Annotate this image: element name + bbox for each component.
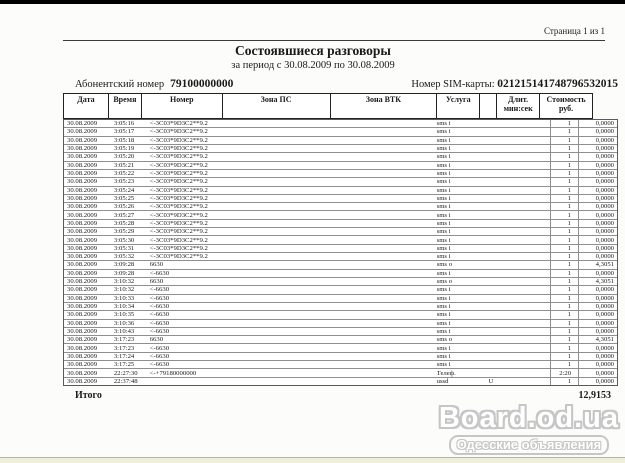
cell-duration: 1 [550,303,578,310]
table-row [64,228,617,236]
totals-row [63,390,611,401]
cell-time: 3:05:26 [113,203,135,211]
cell-cost: 0,0000 [578,245,617,252]
cell-time: 3:10:32 [113,286,135,294]
cell-number: <-6630 [149,269,170,277]
table-row [64,378,617,385]
cell-number: 6630 [149,278,164,286]
cell-date: 30.08.2009 [67,161,98,169]
cell-cost: 0,0000 [578,236,617,243]
table-row [64,162,617,170]
cell-number: <-3C03*9D3C2**9.2 [149,170,208,178]
cell-number: <-3C03*9D3C2**9.2 [149,253,208,261]
cell-service: sms i [436,211,451,219]
cell-service: sms i [436,203,451,211]
cell-flag [484,336,550,343]
cell-cost: 0,0000 [578,178,617,185]
cell-service: Телеф. [436,369,456,377]
cell-time: 3:05:21 [113,161,135,169]
cell-date: 30.08.2009 [67,178,98,186]
cell-service: sms i [436,327,451,335]
cell-number: <-3C03*9D3C2**9.2 [149,228,208,236]
cell-service: sms i [436,269,451,277]
cell-number: <-3C03*9D3C2**9.2 [149,219,208,227]
cell-flag [484,286,550,293]
cell-date: 30.08.2009 [67,336,98,344]
cell-service: sms i [436,161,451,169]
report-title: Состоявшиеся разговоры [235,43,391,58]
cell-date: 30.08.2009 [67,203,98,211]
cell-flag [484,270,550,277]
sim-number-line [411,78,618,90]
cell-date: 30.08.2009 [67,170,98,178]
cell-cost: 0,0000 [578,187,617,194]
watermark-tagline: Одесские объявления [449,435,609,455]
cell-flag [484,145,550,152]
cell-service: sms i [436,286,451,294]
cell-duration: 1 [550,128,578,135]
cell-duration: 1 [550,195,578,202]
cell-date: 30.08.2009 [67,303,98,311]
table-row [64,278,617,286]
cell-flag [484,353,550,360]
cell-cost: 0,0000 [578,369,617,376]
cell-flag [484,187,550,194]
cell-flag: U [488,377,494,385]
cell-time: 22:37:48 [113,377,138,385]
cell-duration: 1 [550,328,578,335]
cell-service: sms i [436,145,451,153]
cell-cost: 0,0000 [578,211,617,218]
cell-cost: 0,0000 [578,153,617,160]
cell-flag [484,128,550,135]
cell-duration: 1 [550,278,578,285]
table-row [64,286,617,294]
cell-cost: 0,0000 [578,137,617,144]
table-row [64,303,617,311]
cell-flag [484,253,550,260]
cell-flag [484,137,550,144]
table-row [64,153,617,161]
cell-duration: 1 [550,344,578,351]
cell-flag [484,328,550,335]
table-row [64,245,617,253]
cell-time: 3:10:33 [113,294,135,302]
cell-time: 3:05:17 [113,128,135,136]
cell-flag [484,295,550,302]
table-row [64,128,617,136]
cell-number: <-6630 [149,303,170,311]
cell-date: 30.08.2009 [67,228,98,236]
cell-date: 30.08.2009 [67,261,98,269]
cell-duration: 1 [550,353,578,360]
cell-duration: 1 [550,261,578,268]
cell-duration: 1 [550,270,578,277]
cell-cost: 0,0000 [578,320,617,327]
cell-time: 3:10:43 [113,327,135,335]
cell-flag [484,211,550,218]
cell-time: 3:10:34 [113,303,135,311]
cell-flag [484,120,550,127]
cell-flag [484,153,550,160]
cell-date: 30.08.2009 [67,219,98,227]
cell-service: sms i [436,170,451,178]
cell-number: <-6630 [149,286,170,294]
column-header-time: Время [109,94,142,118]
page-number: Страница 1 из 1 [544,26,605,36]
cell-date: 30.08.2009 [67,194,98,202]
cell-flag [484,278,550,285]
header-rule [63,40,605,41]
cell-duration: 1 [550,153,578,160]
cell-date: 30.08.2009 [67,145,98,153]
cell-date: 30.08.2009 [67,286,98,294]
cell-cost: 0,0000 [578,145,617,152]
table-row [64,236,617,244]
totals-value: 12,9153 [578,390,611,401]
cell-time: 3:10:36 [113,319,135,327]
cell-flag [484,361,550,368]
table-row [64,145,617,153]
cell-time: 3:17:24 [113,352,135,360]
cell-duration: 1 [550,311,578,318]
table-row [64,170,617,178]
cell-duration: 1 [550,145,578,152]
column-header-cost: Стоимость руб. [546,95,586,114]
cell-number: <-+79180000000 [149,369,197,377]
cell-date: 30.08.2009 [67,244,98,252]
cell-duration: 1 [550,228,578,235]
cell-time: 3:05:30 [113,236,135,244]
cell-cost: 0,0000 [578,286,617,293]
cell-number: <-3C03*9D3C2**9.2 [149,120,208,128]
cell-number: <-6630 [149,352,170,360]
table-row [64,295,617,303]
cell-duration: 1 [550,137,578,144]
cell-cost: 0,0000 [578,128,617,135]
column-header-flag [480,94,497,118]
cell-service: sms i [436,352,451,360]
cell-date: 30.08.2009 [67,361,98,369]
cell-cost: 0,0000 [578,311,617,318]
cell-duration: 1 [550,245,578,252]
cell-flag [484,162,550,169]
cell-service: sms i [436,194,451,202]
cell-time: 3:05:25 [113,194,135,202]
cell-duration: 1 [550,286,578,293]
cell-cost: 0,0000 [578,170,617,177]
cell-number: <-6630 [149,319,170,327]
cell-time: 3:05:22 [113,170,135,178]
table-row [64,344,617,352]
site-watermark [439,404,619,455]
cell-number: <-6630 [149,294,170,302]
table-row [64,253,617,261]
cell-duration: 1 [550,220,578,227]
table-row [64,220,617,228]
cell-flag [484,303,550,310]
cell-service: sms o [436,336,453,344]
cell-time: 3:05:18 [113,136,135,144]
cell-time: 3:05:32 [113,253,135,261]
sim-label: Номер SIM-карты: [411,79,495,90]
cell-service: sms i [436,186,451,194]
cell-service: sms i [436,303,451,311]
cell-time: 3:05:27 [113,211,135,219]
cell-duration: 1 [550,170,578,177]
cell-date: 30.08.2009 [67,269,98,277]
cell-date: 30.08.2009 [67,120,98,128]
cell-service: sms i [436,120,451,128]
cell-flag [484,320,550,327]
cell-time: 22:27:30 [113,369,138,377]
subscriber-number: 79100000000 [170,78,234,90]
table-row [64,328,617,336]
column-header-zone-vtk: Зона ВТК [331,94,438,118]
cell-date: 30.08.2009 [67,211,98,219]
cell-duration: 1 [550,253,578,260]
cell-duration: 1 [550,178,578,185]
cell-service: sms i [436,361,451,369]
cell-cost: 0,0000 [578,361,617,368]
cell-duration: 1 [550,295,578,302]
table-row [64,203,617,211]
cell-service: sms o [436,261,453,269]
cell-cost: 0,0000 [578,295,617,302]
table-row [64,195,617,203]
cell-cost: 0,0000 [578,120,617,127]
cell-number: <-6630 [149,327,170,335]
cell-duration: 1 [550,320,578,327]
report-period: за период с 30.08.2009 по 30.08.2009 [231,60,395,71]
cell-time: 3:05:23 [113,178,135,186]
cell-service: sms i [436,153,451,161]
cell-flag [484,344,550,351]
cell-flag [484,228,550,235]
table-header [63,93,593,119]
cell-number: <-3C03*9D3C2**9.2 [149,244,208,252]
cell-service: sms i [436,219,451,227]
cell-time: 3:09:28 [113,269,135,277]
watermark-logo: Board.od.ua [438,402,619,434]
table-row [64,261,617,269]
cell-cost: 0,0000 [578,328,617,335]
cell-date: 30.08.2009 [67,236,98,244]
cell-cost: 0,0000 [578,353,617,360]
cell-number: <-3C03*9D3C2**9.2 [149,145,208,153]
cell-number: 6630 [149,261,164,269]
cell-service: sms i [436,253,451,261]
cell-duration: 1 [550,236,578,243]
cell-number: <-3C03*9D3C2**9.2 [149,203,208,211]
cell-time: 3:17:23 [113,336,135,344]
cell-flag [484,245,550,252]
cell-flag [484,311,550,318]
table-row [64,211,617,219]
cell-duration: 1 [550,211,578,218]
cell-time: 3:05:20 [113,153,135,161]
cell-time: 3:05:16 [113,120,135,128]
cell-number: <-3C03*9D3C2**9.2 [149,186,208,194]
cell-number: <-6630 [149,361,170,369]
cell-duration: 1 [550,203,578,210]
cell-date: 30.08.2009 [67,253,98,261]
top-black-bar [0,0,625,4]
cell-number: <-3C03*9D3C2**9.2 [149,211,208,219]
cell-number: <-3C03*9D3C2**9.2 [149,153,208,161]
cell-number: <-6630 [149,311,170,319]
cell-date: 30.08.2009 [67,344,98,352]
cell-time: 3:17:23 [113,344,135,352]
cell-flag [484,369,550,376]
cell-cost: 4,3051 [578,278,617,285]
cell-date: 30.08.2009 [67,352,98,360]
totals-label: Итого [75,390,102,401]
cell-flag [484,220,550,227]
cell-flag [484,203,550,210]
table-row [64,369,617,377]
cell-duration: 2:20 [550,369,578,376]
cell-duration: 1 [550,120,578,127]
cell-date: 30.08.2009 [67,327,98,335]
cell-number: <-3C03*9D3C2**9.2 [149,194,208,202]
cell-duration: 1 [550,187,578,194]
cell-number: <-3C03*9D3C2**9.2 [149,161,208,169]
cell-service: sms i [436,136,451,144]
column-header-duration: Длит. мин:сек [497,94,540,118]
cell-service: sms o [436,278,453,286]
table-row [64,178,617,186]
subscriber-info [63,78,618,90]
table-row [64,137,617,145]
cell-date: 30.08.2009 [67,186,98,194]
cell-date: 30.08.2009 [67,369,98,377]
cell-service: sms i [436,319,451,327]
cell-flag [484,236,550,243]
cell-time: 3:17:25 [113,361,135,369]
cell-service: sms i [436,311,451,319]
cell-service: sms i [436,128,451,136]
call-detail-table [63,119,618,386]
cell-cost: 0,0000 [578,378,617,385]
column-header-date: Дата [64,94,109,118]
cell-time: 3:10:35 [113,311,135,319]
cell-number: 6630 [149,336,164,344]
table-row [64,311,617,319]
cell-time: 3:05:28 [113,219,135,227]
cell-service: sms i [436,178,451,186]
table-row [64,361,617,369]
cell-date: 30.08.2009 [67,294,98,302]
cell-time: 3:10:32 [113,278,135,286]
cell-date: 30.08.2009 [67,136,98,144]
cell-service: ussd [436,377,449,385]
cell-flag [484,261,550,268]
cell-cost: 4,3051 [578,336,617,343]
cell-date: 30.08.2009 [67,319,98,327]
cell-cost: 0,0000 [578,220,617,227]
cell-service: sms i [436,228,451,236]
column-header-zone-ps: Зона ПС [223,94,331,118]
cell-duration: 1 [550,336,578,343]
cell-duration: 1 [550,162,578,169]
table-row [64,353,617,361]
cell-cost: 4,3051 [578,261,617,268]
cell-flag [484,178,550,185]
cell-number: <-6630 [149,344,170,352]
cell-cost: 0,0000 [578,303,617,310]
cell-cost: 0,0000 [578,344,617,351]
cell-service: sms i [436,294,451,302]
cell-time: 3:05:29 [113,228,135,236]
cell-cost: 0,0000 [578,162,617,169]
cell-flag [484,195,550,202]
cell-date: 30.08.2009 [67,311,98,319]
column-header-number: Номер [142,94,223,118]
cell-time: 3:05:24 [113,186,135,194]
table-row [64,120,617,128]
cell-date: 30.08.2009 [67,153,98,161]
cell-flag [484,170,550,177]
cell-cost: 0,0000 [578,228,617,235]
cell-cost: 0,0000 [578,203,617,210]
cell-time: 3:05:31 [113,244,135,252]
bottom-strip [0,457,625,463]
cell-date: 30.08.2009 [67,278,98,286]
table-row [64,320,617,328]
cell-time: 3:05:19 [113,145,135,153]
cell-number: <-3C03*9D3C2**9.2 [149,178,208,186]
cell-duration: 1 [550,361,578,368]
cell-cost: 0,0000 [578,270,617,277]
cell-time: 3:09:28 [113,261,135,269]
cell-cost: 0,0000 [578,195,617,202]
cell-date: 30.08.2009 [67,128,98,136]
cell-number: <-3C03*9D3C2**9.2 [149,136,208,144]
cell-service: sms i [436,236,451,244]
cell-number: <-3C03*9D3C2**9.2 [149,236,208,244]
table-row [64,270,617,278]
table-row [64,187,617,195]
subscriber-number-line [63,78,233,90]
cell-date: 30.08.2009 [67,377,98,385]
cell-service: sms i [436,344,451,352]
table-row [64,336,617,344]
cell-number [150,378,437,385]
subscriber-label: Абонентский номер [75,79,165,90]
cell-duration: 1 [550,378,578,385]
cell-service: sms i [436,244,451,252]
cell-cost: 0,0000 [578,253,617,260]
column-header-service: Услуга [437,94,480,118]
sim-number: 021215141748796532015 [497,78,618,90]
cell-number: <-3C03*9D3C2**9.2 [149,128,208,136]
